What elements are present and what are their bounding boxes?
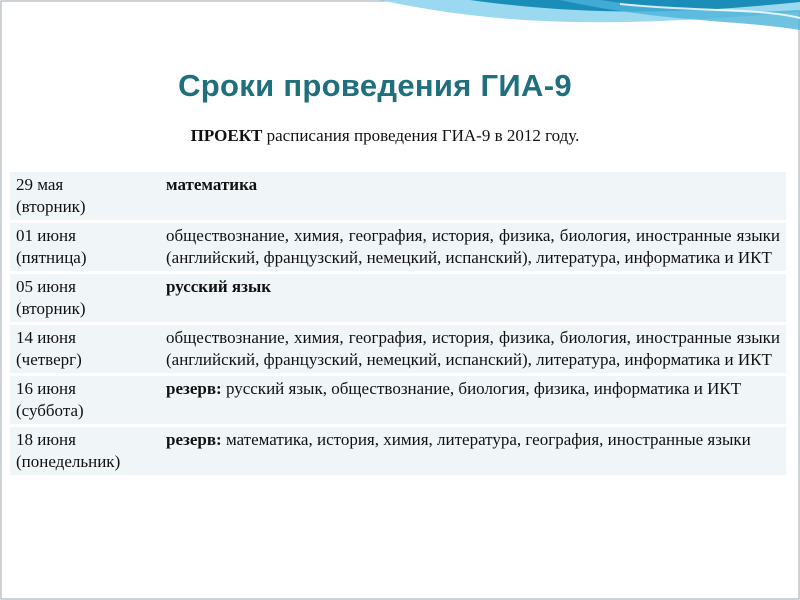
- exam-date: 05 июня: [16, 277, 76, 296]
- date-cell: [10, 172, 160, 222]
- date-cell: [10, 426, 160, 476]
- table-row: [10, 324, 786, 375]
- date-cell: [10, 273, 160, 324]
- subtitle-bold: ПРОЕКТ: [190, 126, 263, 145]
- date-cell: [10, 324, 160, 375]
- table-row: [10, 172, 786, 222]
- table-row: [10, 222, 786, 273]
- table-row: [10, 426, 786, 476]
- exam-weekday: (вторник): [16, 299, 86, 318]
- page-title: Сроки проведения ГИА-9: [178, 68, 572, 103]
- subjects-cell: [160, 426, 786, 476]
- table-row: [10, 273, 786, 324]
- schedule-table: [10, 172, 786, 475]
- exam-weekday: (вторник): [16, 197, 86, 216]
- reserve-label: резерв:: [166, 379, 222, 398]
- exam-date: 14 июня: [16, 328, 76, 347]
- exam-weekday: (четверг): [16, 350, 82, 369]
- subtitle-text: расписания проведения ГИА-9 в 2012 году.: [262, 126, 580, 145]
- subjects-text: обществознание, химия, география, история, физика, биология, иностранные языки (английский, французский, немецкий, испанский), литература, информатика и ИКТ: [166, 328, 780, 369]
- exam-date: 18 июня: [16, 430, 76, 449]
- exam-date: 16 июня: [16, 379, 76, 398]
- reserve-label: резерв:: [166, 430, 222, 449]
- subjects-text: математика: [166, 175, 258, 194]
- subjects-text: русский язык, обществознание, биология, физика, информатика и ИКТ: [221, 379, 742, 398]
- exam-date: 29 мая: [16, 175, 64, 194]
- exam-date: 01 июня: [16, 226, 76, 245]
- subjects-cell: [160, 273, 786, 324]
- table-row: [10, 375, 786, 426]
- exam-weekday: (суббота): [16, 401, 84, 420]
- subjects-cell: [160, 324, 786, 375]
- exam-weekday: (пятница): [16, 248, 87, 267]
- subjects-text: математика, история, химия, литература, география, иностранные языки: [221, 430, 751, 449]
- subjects-cell: [160, 222, 786, 273]
- date-cell: [10, 222, 160, 273]
- subjects-text: обществознание, химия, география, история, физика, биология, иностранные языки (английский, французский, немецкий, испанский), литература, информатика и ИКТ: [166, 226, 780, 267]
- page-subtitle: [0, 126, 770, 146]
- subjects-text: русский язык: [166, 277, 272, 296]
- exam-weekday: (понедельник): [16, 452, 121, 471]
- subjects-cell: [160, 375, 786, 426]
- date-cell: [10, 375, 160, 426]
- subjects-cell: [160, 172, 786, 222]
